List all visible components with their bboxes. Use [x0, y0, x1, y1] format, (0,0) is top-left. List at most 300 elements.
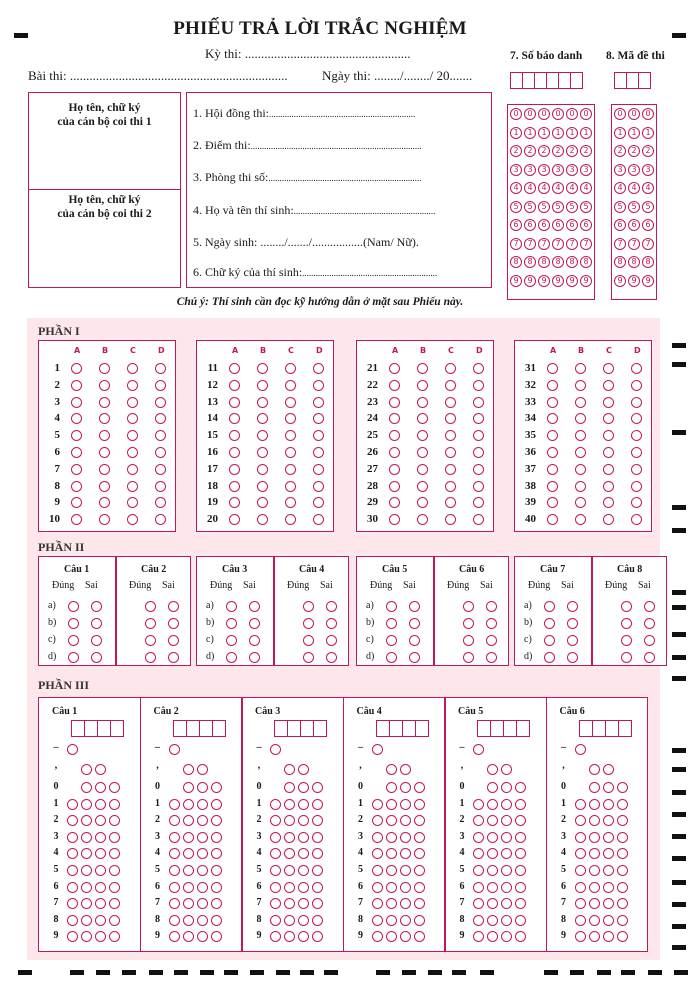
digit-bubble[interactable]: [603, 865, 614, 876]
digit-bubble[interactable]: [372, 915, 383, 926]
true-bubble[interactable]: [544, 652, 555, 663]
digit-bubble[interactable]: [386, 782, 397, 793]
answer-cell[interactable]: [212, 720, 226, 737]
digit-bubble[interactable]: [617, 832, 628, 843]
digit-bubble[interactable]: 2: [538, 145, 550, 157]
digit-bubble[interactable]: [414, 815, 425, 826]
false-bubble[interactable]: [567, 601, 578, 612]
digit-bubble[interactable]: [169, 848, 180, 859]
digit-bubble[interactable]: [386, 848, 397, 859]
answer-cell[interactable]: [490, 720, 504, 737]
digit-bubble[interactable]: [284, 799, 295, 810]
answer-cell[interactable]: [415, 720, 429, 737]
digit-bubble[interactable]: [81, 915, 92, 926]
true-bubble[interactable]: [463, 618, 474, 629]
digit-bubble[interactable]: 4: [552, 182, 564, 194]
digit-bubble[interactable]: [386, 898, 397, 909]
false-bubble[interactable]: [249, 601, 260, 612]
digit-bubble[interactable]: 3: [552, 164, 564, 176]
digit-bubble[interactable]: [95, 865, 106, 876]
digit-bubble[interactable]: [487, 782, 498, 793]
answer-bubble[interactable]: [229, 464, 240, 475]
digit-bubble[interactable]: [603, 898, 614, 909]
false-bubble[interactable]: [326, 601, 337, 612]
answer-bubble[interactable]: [127, 464, 138, 475]
digit-bubble[interactable]: [501, 915, 512, 926]
digit-bubble[interactable]: 5: [642, 201, 654, 213]
answer-cell[interactable]: [605, 720, 619, 737]
digit-bubble[interactable]: [298, 799, 309, 810]
false-bubble[interactable]: [644, 618, 655, 629]
digit-bubble[interactable]: [169, 865, 180, 876]
digit-bubble[interactable]: 8: [628, 256, 640, 268]
comma-bubble[interactable]: [95, 764, 106, 775]
answer-bubble[interactable]: [473, 481, 484, 492]
digit-bubble[interactable]: [386, 815, 397, 826]
digit-bubble[interactable]: [515, 782, 526, 793]
false-bubble[interactable]: [249, 652, 260, 663]
digit-bubble[interactable]: [197, 931, 208, 942]
true-bubble[interactable]: [544, 601, 555, 612]
digit-bubble[interactable]: [81, 832, 92, 843]
digit-bubble[interactable]: [603, 915, 614, 926]
digit-bubble[interactable]: [515, 799, 526, 810]
answer-bubble[interactable]: [473, 447, 484, 458]
true-bubble[interactable]: [145, 652, 156, 663]
digit-bubble[interactable]: [575, 815, 586, 826]
digit-bubble[interactable]: [487, 865, 498, 876]
digit-bubble[interactable]: 6: [566, 219, 578, 231]
answer-bubble[interactable]: [229, 481, 240, 492]
answer-bubble[interactable]: [155, 464, 166, 475]
digit-bubble[interactable]: [197, 898, 208, 909]
answer-bubble[interactable]: [229, 447, 240, 458]
digit-bubble[interactable]: [67, 832, 78, 843]
digit-bubble[interactable]: [183, 882, 194, 893]
answer-bubble[interactable]: [229, 380, 240, 391]
digit-bubble[interactable]: [270, 882, 281, 893]
digit-bubble[interactable]: [575, 882, 586, 893]
digit-bubble[interactable]: [575, 931, 586, 942]
true-bubble[interactable]: [303, 635, 314, 646]
digit-bubble[interactable]: [197, 782, 208, 793]
answer-cell[interactable]: [477, 720, 491, 737]
digit-bubble[interactable]: [400, 815, 411, 826]
digit-bubble[interactable]: [473, 832, 484, 843]
answer-bubble[interactable]: [547, 363, 558, 374]
answer-bubble[interactable]: [99, 464, 110, 475]
minus-bubble[interactable]: [473, 744, 484, 755]
part3-answer-cells[interactable]: [173, 720, 225, 737]
digit-bubble[interactable]: [312, 832, 323, 843]
comma-bubble[interactable]: [487, 764, 498, 775]
digit-bubble[interactable]: [400, 799, 411, 810]
answer-bubble[interactable]: [99, 397, 110, 408]
digit-bubble[interactable]: 7: [580, 238, 592, 250]
true-bubble[interactable]: [621, 618, 632, 629]
so-bao-danh-cell[interactable]: [570, 72, 583, 89]
answer-bubble[interactable]: [71, 447, 82, 458]
digit-bubble[interactable]: [197, 915, 208, 926]
digit-bubble[interactable]: 3: [538, 164, 550, 176]
answer-bubble[interactable]: [285, 363, 296, 374]
false-bubble[interactable]: [326, 618, 337, 629]
answer-bubble[interactable]: [473, 397, 484, 408]
digit-bubble[interactable]: 6: [510, 219, 522, 231]
digit-bubble[interactable]: [400, 832, 411, 843]
digit-bubble[interactable]: [400, 865, 411, 876]
false-bubble[interactable]: [409, 618, 420, 629]
answer-bubble[interactable]: [71, 363, 82, 374]
digit-bubble[interactable]: [575, 848, 586, 859]
digit-bubble[interactable]: [183, 931, 194, 942]
digit-bubble[interactable]: 2: [552, 145, 564, 157]
answer-bubble[interactable]: [445, 363, 456, 374]
minus-bubble[interactable]: [169, 744, 180, 755]
answer-cell[interactable]: [516, 720, 530, 737]
true-bubble[interactable]: [68, 652, 79, 663]
digit-bubble[interactable]: 7: [566, 238, 578, 250]
digit-bubble[interactable]: [372, 832, 383, 843]
digit-bubble[interactable]: [501, 882, 512, 893]
answer-bubble[interactable]: [389, 397, 400, 408]
digit-bubble[interactable]: 4: [538, 182, 550, 194]
true-bubble[interactable]: [145, 618, 156, 629]
digit-bubble[interactable]: [169, 832, 180, 843]
answer-cell[interactable]: [71, 720, 85, 737]
answer-bubble[interactable]: [257, 397, 268, 408]
answer-bubble[interactable]: [99, 363, 110, 374]
true-bubble[interactable]: [303, 652, 314, 663]
digit-bubble[interactable]: [603, 799, 614, 810]
answer-bubble[interactable]: [473, 363, 484, 374]
digit-bubble[interactable]: [312, 882, 323, 893]
digit-bubble[interactable]: [414, 931, 425, 942]
digit-bubble[interactable]: [67, 882, 78, 893]
digit-bubble[interactable]: 2: [524, 145, 536, 157]
digit-bubble[interactable]: 5: [524, 201, 536, 213]
ma-de-thi-cell[interactable]: [638, 72, 651, 89]
answer-bubble[interactable]: [631, 397, 642, 408]
true-bubble[interactable]: [386, 635, 397, 646]
digit-bubble[interactable]: [617, 848, 628, 859]
digit-bubble[interactable]: 9: [628, 275, 640, 287]
answer-bubble[interactable]: [257, 380, 268, 391]
digit-bubble[interactable]: [95, 882, 106, 893]
false-bubble[interactable]: [168, 635, 179, 646]
part3-answer-cells[interactable]: [579, 720, 631, 737]
digit-bubble[interactable]: [501, 782, 512, 793]
answer-cell[interactable]: [402, 720, 416, 737]
answer-cell[interactable]: [97, 720, 111, 737]
minus-bubble[interactable]: [372, 744, 383, 755]
false-bubble[interactable]: [168, 618, 179, 629]
digit-bubble[interactable]: 8: [552, 256, 564, 268]
false-bubble[interactable]: [644, 601, 655, 612]
digit-bubble[interactable]: [183, 815, 194, 826]
answer-bubble[interactable]: [155, 447, 166, 458]
digit-bubble[interactable]: 7: [614, 238, 626, 250]
true-bubble[interactable]: [463, 601, 474, 612]
digit-bubble[interactable]: 6: [580, 219, 592, 231]
digit-bubble[interactable]: [386, 915, 397, 926]
digit-bubble[interactable]: [400, 882, 411, 893]
answer-bubble[interactable]: [127, 380, 138, 391]
digit-bubble[interactable]: [603, 832, 614, 843]
digit-bubble[interactable]: [589, 931, 600, 942]
digit-bubble[interactable]: [372, 898, 383, 909]
digit-bubble[interactable]: 1: [628, 127, 640, 139]
digit-bubble[interactable]: [183, 898, 194, 909]
digit-bubble[interactable]: [372, 865, 383, 876]
answer-bubble[interactable]: [603, 363, 614, 374]
answer-bubble[interactable]: [575, 380, 586, 391]
digit-bubble[interactable]: 5: [552, 201, 564, 213]
digit-bubble[interactable]: [284, 832, 295, 843]
digit-bubble[interactable]: 6: [614, 219, 626, 231]
answer-cell[interactable]: [186, 720, 200, 737]
digit-bubble[interactable]: 0: [552, 108, 564, 120]
digit-bubble[interactable]: 8: [580, 256, 592, 268]
digit-bubble[interactable]: [400, 782, 411, 793]
false-bubble[interactable]: [486, 618, 497, 629]
answer-bubble[interactable]: [71, 481, 82, 492]
false-bubble[interactable]: [249, 618, 260, 629]
digit-bubble[interactable]: 4: [580, 182, 592, 194]
answer-bubble[interactable]: [417, 464, 428, 475]
false-bubble[interactable]: [409, 601, 420, 612]
true-bubble[interactable]: [226, 601, 237, 612]
digit-bubble[interactable]: [515, 865, 526, 876]
digit-bubble[interactable]: [372, 799, 383, 810]
digit-bubble[interactable]: [603, 931, 614, 942]
true-bubble[interactable]: [145, 601, 156, 612]
digit-bubble[interactable]: [487, 915, 498, 926]
digit-bubble[interactable]: [400, 898, 411, 909]
answer-bubble[interactable]: [155, 481, 166, 492]
digit-bubble[interactable]: [81, 782, 92, 793]
answer-cell[interactable]: [503, 720, 517, 737]
true-bubble[interactable]: [68, 601, 79, 612]
digit-bubble[interactable]: [197, 865, 208, 876]
digit-bubble[interactable]: [211, 782, 222, 793]
digit-bubble[interactable]: [211, 931, 222, 942]
answer-bubble[interactable]: [417, 397, 428, 408]
digit-bubble[interactable]: [487, 832, 498, 843]
answer-bubble[interactable]: [631, 464, 642, 475]
true-bubble[interactable]: [544, 618, 555, 629]
digit-bubble[interactable]: [400, 848, 411, 859]
answer-bubble[interactable]: [575, 363, 586, 374]
digit-bubble[interactable]: 1: [552, 127, 564, 139]
answer-bubble[interactable]: [155, 380, 166, 391]
digit-bubble[interactable]: 8: [566, 256, 578, 268]
false-bubble[interactable]: [486, 635, 497, 646]
answer-bubble[interactable]: [99, 481, 110, 492]
so-bao-danh-input[interactable]: [510, 72, 582, 89]
digit-bubble[interactable]: 7: [538, 238, 550, 250]
digit-bubble[interactable]: [589, 882, 600, 893]
part3-answer-cells[interactable]: [71, 720, 123, 737]
false-bubble[interactable]: [644, 652, 655, 663]
digit-bubble[interactable]: [169, 915, 180, 926]
digit-bubble[interactable]: 1: [510, 127, 522, 139]
digit-bubble[interactable]: [284, 865, 295, 876]
digit-bubble[interactable]: [109, 865, 120, 876]
answer-bubble[interactable]: [417, 481, 428, 492]
digit-bubble[interactable]: [270, 832, 281, 843]
comma-bubble[interactable]: [400, 764, 411, 775]
digit-bubble[interactable]: [575, 799, 586, 810]
answer-bubble[interactable]: [389, 447, 400, 458]
digit-bubble[interactable]: [473, 882, 484, 893]
digit-bubble[interactable]: 1: [580, 127, 592, 139]
digit-bubble[interactable]: 1: [642, 127, 654, 139]
digit-bubble[interactable]: [386, 832, 397, 843]
false-bubble[interactable]: [168, 652, 179, 663]
answer-cell[interactable]: [287, 720, 301, 737]
digit-bubble[interactable]: [211, 799, 222, 810]
answer-bubble[interactable]: [547, 380, 558, 391]
digit-bubble[interactable]: 4: [510, 182, 522, 194]
comma-bubble[interactable]: [81, 764, 92, 775]
answer-bubble[interactable]: [127, 481, 138, 492]
digit-bubble[interactable]: [603, 782, 614, 793]
digit-bubble[interactable]: 5: [614, 201, 626, 213]
digit-bubble[interactable]: [109, 915, 120, 926]
true-bubble[interactable]: [621, 601, 632, 612]
digit-bubble[interactable]: [284, 782, 295, 793]
answer-bubble[interactable]: [445, 397, 456, 408]
answer-bubble[interactable]: [257, 464, 268, 475]
digit-bubble[interactable]: [95, 832, 106, 843]
digit-bubble[interactable]: [211, 865, 222, 876]
answer-bubble[interactable]: [99, 380, 110, 391]
digit-bubble[interactable]: [473, 799, 484, 810]
minus-bubble[interactable]: [270, 744, 281, 755]
digit-bubble[interactable]: 9: [614, 275, 626, 287]
false-bubble[interactable]: [91, 652, 102, 663]
digit-bubble[interactable]: [414, 799, 425, 810]
digit-bubble[interactable]: [589, 865, 600, 876]
answer-bubble[interactable]: [389, 481, 400, 492]
answer-bubble[interactable]: [313, 464, 324, 475]
digit-bubble[interactable]: [183, 832, 194, 843]
digit-bubble[interactable]: 7: [552, 238, 564, 250]
digit-bubble[interactable]: 8: [510, 256, 522, 268]
comma-bubble[interactable]: [589, 764, 600, 775]
digit-bubble[interactable]: 9: [538, 275, 550, 287]
true-bubble[interactable]: [463, 652, 474, 663]
digit-bubble[interactable]: [298, 865, 309, 876]
digit-bubble[interactable]: 3: [628, 164, 640, 176]
digit-bubble[interactable]: [67, 915, 78, 926]
digit-bubble[interactable]: [197, 815, 208, 826]
answer-bubble[interactable]: [389, 380, 400, 391]
digit-bubble[interactable]: [617, 815, 628, 826]
digit-bubble[interactable]: 2: [628, 145, 640, 157]
answer-bubble[interactable]: [313, 363, 324, 374]
true-bubble[interactable]: [303, 618, 314, 629]
answer-cell[interactable]: [199, 720, 213, 737]
digit-bubble[interactable]: [211, 882, 222, 893]
digit-bubble[interactable]: 9: [552, 275, 564, 287]
digit-bubble[interactable]: 3: [566, 164, 578, 176]
digit-bubble[interactable]: [197, 848, 208, 859]
answer-bubble[interactable]: [71, 380, 82, 391]
digit-bubble[interactable]: [603, 882, 614, 893]
digit-bubble[interactable]: 0: [642, 108, 654, 120]
digit-bubble[interactable]: 2: [614, 145, 626, 157]
digit-bubble[interactable]: [169, 799, 180, 810]
answer-cell[interactable]: [618, 720, 632, 737]
digit-bubble[interactable]: [270, 915, 281, 926]
digit-bubble[interactable]: [617, 799, 628, 810]
digit-bubble[interactable]: [372, 815, 383, 826]
answer-bubble[interactable]: [127, 447, 138, 458]
digit-bubble[interactable]: [95, 782, 106, 793]
answer-bubble[interactable]: [127, 363, 138, 374]
digit-bubble[interactable]: [298, 882, 309, 893]
digit-bubble[interactable]: 9: [510, 275, 522, 287]
answer-bubble[interactable]: [603, 481, 614, 492]
digit-bubble[interactable]: [109, 882, 120, 893]
answer-bubble[interactable]: [603, 447, 614, 458]
digit-bubble[interactable]: [414, 848, 425, 859]
answer-bubble[interactable]: [575, 397, 586, 408]
true-bubble[interactable]: [303, 601, 314, 612]
answer-cell[interactable]: [274, 720, 288, 737]
digit-bubble[interactable]: [284, 882, 295, 893]
digit-bubble[interactable]: 8: [614, 256, 626, 268]
digit-bubble[interactable]: [501, 799, 512, 810]
answer-bubble[interactable]: [547, 481, 558, 492]
answer-bubble[interactable]: [285, 380, 296, 391]
answer-bubble[interactable]: [257, 481, 268, 492]
digit-bubble[interactable]: [298, 782, 309, 793]
digit-bubble[interactable]: [617, 782, 628, 793]
digit-bubble[interactable]: 5: [538, 201, 550, 213]
answer-bubble[interactable]: [313, 397, 324, 408]
true-bubble[interactable]: [226, 618, 237, 629]
digit-bubble[interactable]: 1: [566, 127, 578, 139]
false-bubble[interactable]: [168, 601, 179, 612]
digit-bubble[interactable]: [372, 882, 383, 893]
answer-bubble[interactable]: [389, 464, 400, 475]
digit-bubble[interactable]: [270, 865, 281, 876]
digit-bubble[interactable]: [414, 915, 425, 926]
digit-bubble[interactable]: 0: [580, 108, 592, 120]
digit-bubble[interactable]: [589, 815, 600, 826]
digit-bubble[interactable]: [169, 815, 180, 826]
digit-bubble[interactable]: [109, 799, 120, 810]
digit-bubble[interactable]: [183, 865, 194, 876]
digit-bubble[interactable]: 1: [524, 127, 536, 139]
false-bubble[interactable]: [91, 635, 102, 646]
digit-bubble[interactable]: [197, 832, 208, 843]
digit-bubble[interactable]: [312, 799, 323, 810]
answer-bubble[interactable]: [127, 397, 138, 408]
digit-bubble[interactable]: 8: [538, 256, 550, 268]
answer-cell[interactable]: [579, 720, 593, 737]
answer-bubble[interactable]: [71, 397, 82, 408]
answer-bubble[interactable]: [417, 363, 428, 374]
digit-bubble[interactable]: 5: [580, 201, 592, 213]
digit-bubble[interactable]: 1: [538, 127, 550, 139]
answer-bubble[interactable]: [71, 464, 82, 475]
answer-cell[interactable]: [173, 720, 187, 737]
comma-bubble[interactable]: [501, 764, 512, 775]
